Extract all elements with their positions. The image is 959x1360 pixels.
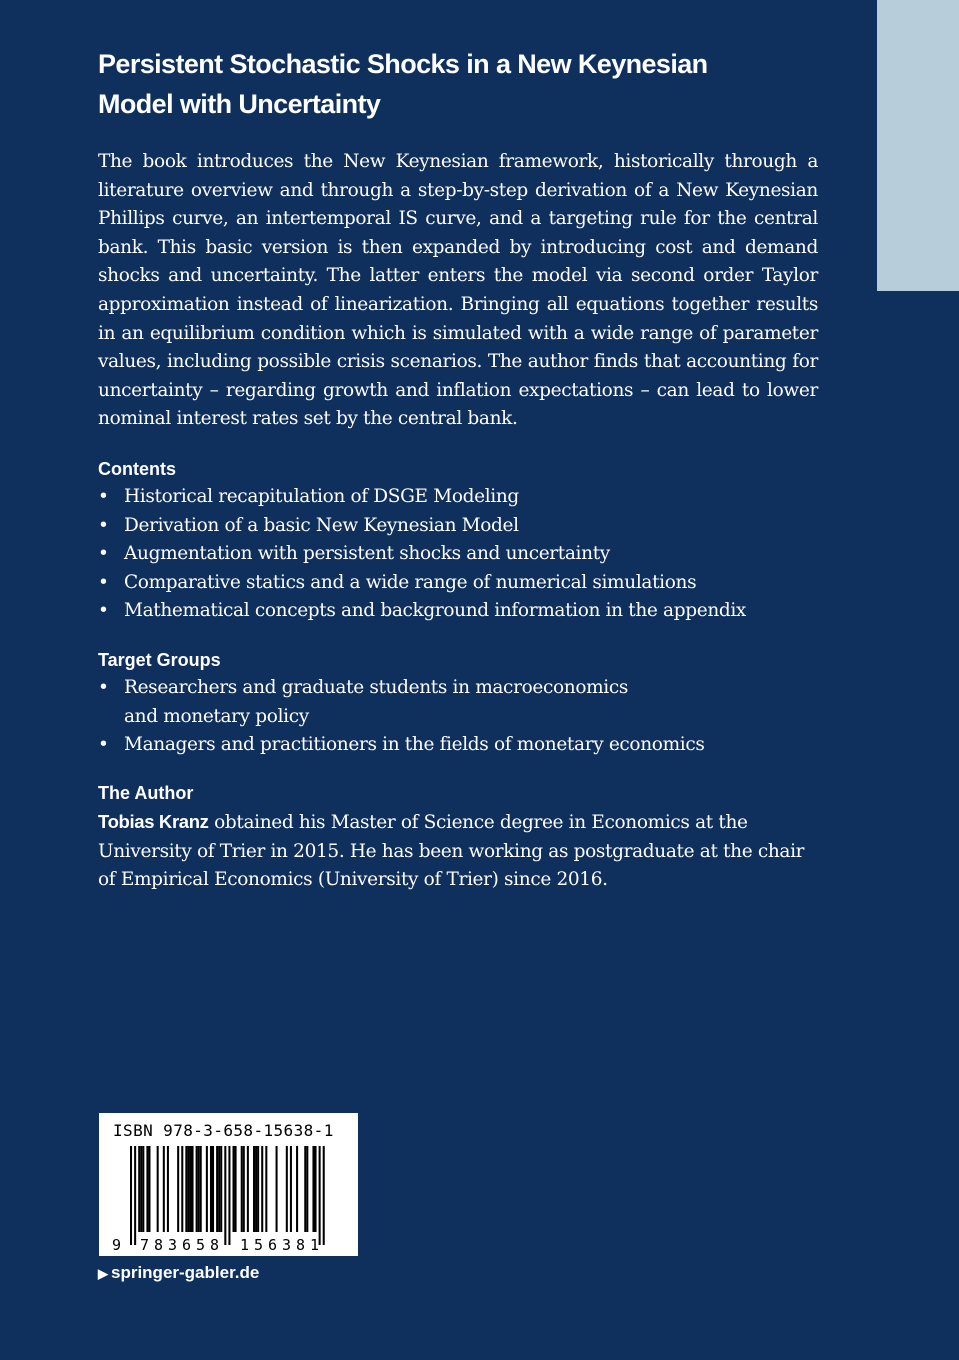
publisher-link[interactable] [98, 1262, 259, 1285]
bullet: • [98, 486, 109, 507]
barcode-bar [216, 1146, 218, 1232]
barcode-bar [253, 1146, 255, 1232]
barcode-bar [185, 1146, 187, 1232]
barcode-bar [304, 1146, 306, 1232]
barcode-bar [187, 1146, 189, 1232]
author-bio [98, 808, 818, 895]
barcode-bar [167, 1146, 169, 1232]
barcode-bar [315, 1146, 317, 1232]
barcode-bar [290, 1146, 292, 1232]
barcode-bar [148, 1146, 150, 1232]
bullet: • [98, 600, 109, 622]
barcode-bar [261, 1146, 263, 1232]
list-item-line: Managers and practitioners in the fields of monetary economics [124, 734, 705, 756]
list-item-text: Augmentation with persistent shocks and uncertainty [124, 543, 610, 565]
barcode-bar [140, 1146, 142, 1232]
barcode-bar [142, 1146, 144, 1232]
title-line-1: Persistent Stochastic Shocks in a New Keynesian [98, 49, 708, 79]
book-description: The book introduces the New Keynesian framework, historically through a literature overview and through a step-by-step derivation of a New Keynesian Phillips curve, an intertemporal IS curve, and a targeting rule for the central bank. This basic version is then expanded by introducing cost and demand shocks and uncertainty. The latter enters the model via second order Taylor approximation instead of linearization. Bringing all equations together results in an equilibrium condition which is simulated with a wide range of parameter values, including possible crisis scenarios. The author finds that accounting for uncertainty – regarding growth and inflation expectations – can lead to lower nominal interest rates set by the central bank. [98, 151, 818, 430]
barcode-guard-bar [323, 1146, 325, 1245]
barcode-bar [265, 1146, 267, 1232]
barcode-bar [206, 1146, 208, 1232]
barcode-guard-bar [130, 1146, 132, 1245]
bullet: • [98, 571, 109, 593]
barcode [99, 1113, 358, 1256]
barcode-guard-bar [134, 1146, 136, 1245]
barcode-bar [210, 1146, 212, 1232]
barcode-bar [163, 1146, 165, 1232]
barcode-bar [235, 1146, 237, 1232]
list-item [98, 512, 818, 541]
barcode-bar [196, 1146, 198, 1232]
list-item-line: and monetary policy [124, 705, 309, 727]
list-item [98, 731, 818, 760]
barcode-bar [276, 1146, 278, 1232]
author-heading: The Author [98, 783, 194, 803]
barcode-left-digits: 783658 [140, 1236, 219, 1254]
barcode-bar [218, 1146, 220, 1232]
barcode-guard-bar [228, 1146, 230, 1245]
publisher-url: springer-gabler.de [111, 1263, 260, 1282]
contents-heading: Contents [98, 459, 176, 479]
barcode-first-digit: 9 [112, 1236, 122, 1254]
barcode-bar [146, 1146, 148, 1232]
barcode-label [99, 1113, 358, 1256]
book-title [98, 44, 818, 124]
barcode-bar [177, 1146, 179, 1232]
bullet: • [98, 677, 109, 698]
barcode-bar [157, 1146, 159, 1232]
barcode-bar [181, 1146, 183, 1232]
right-triangle-icon: ▶ [98, 1266, 108, 1281]
barcode-bar [192, 1146, 194, 1232]
barcode-bar [233, 1146, 235, 1232]
barcode-bar [257, 1146, 259, 1232]
list-item [98, 674, 818, 731]
list-item-text: Mathematical concepts and background information in the appendix [124, 600, 747, 622]
barcode-bar [286, 1146, 288, 1232]
list-item-text: Derivation of a basic New Keynesian Model [124, 514, 519, 536]
barcode-bar [306, 1146, 308, 1232]
barcode-right-digits: 156381 [240, 1236, 319, 1254]
barcode-bar [198, 1146, 200, 1232]
bullet: • [98, 734, 109, 756]
barcode-guard-bar [319, 1146, 321, 1245]
target-groups-list [98, 674, 818, 760]
barcode-bar [200, 1146, 202, 1232]
isbn-number: ISBN 978-3-658-15638-1 [113, 1121, 334, 1140]
target-groups-heading: Target Groups [98, 650, 221, 670]
bullet: • [98, 514, 109, 536]
title-line-2: Model with Uncertainty [98, 89, 381, 119]
author-name: Tobias Kranz [98, 811, 209, 832]
barcode-bar [220, 1146, 222, 1232]
list-item [98, 483, 818, 512]
list-item-line: Researchers and graduate students in macroeconomics [124, 677, 629, 698]
list-item [98, 540, 818, 569]
author-bio-text: obtained his Master of Science degree in Economics at the University of Trier in 2015. He has been working as postgraduate at the chair of Empirical Economics (University of Trier) since 2016. [98, 812, 805, 891]
barcode-bar [312, 1146, 314, 1232]
barcode-bar [243, 1146, 245, 1232]
side-color-band [877, 0, 959, 291]
barcode-bar [247, 1146, 249, 1232]
barcode-bar [296, 1146, 298, 1232]
list-item-text: Comparative statics and a wide range of numerical simulations [124, 571, 697, 593]
list-item [98, 597, 818, 626]
barcode-bar [138, 1146, 140, 1232]
barcode-bar [255, 1146, 257, 1232]
barcode-bar [189, 1146, 191, 1232]
list-item-text: Historical recapitulation of DSGE Modeling [124, 486, 519, 507]
contents-list [98, 483, 818, 626]
bullet: • [98, 543, 109, 565]
list-item [98, 569, 818, 598]
barcode-bar [212, 1146, 214, 1232]
barcode-guard-bar [224, 1146, 226, 1245]
barcode-bar [241, 1146, 243, 1232]
